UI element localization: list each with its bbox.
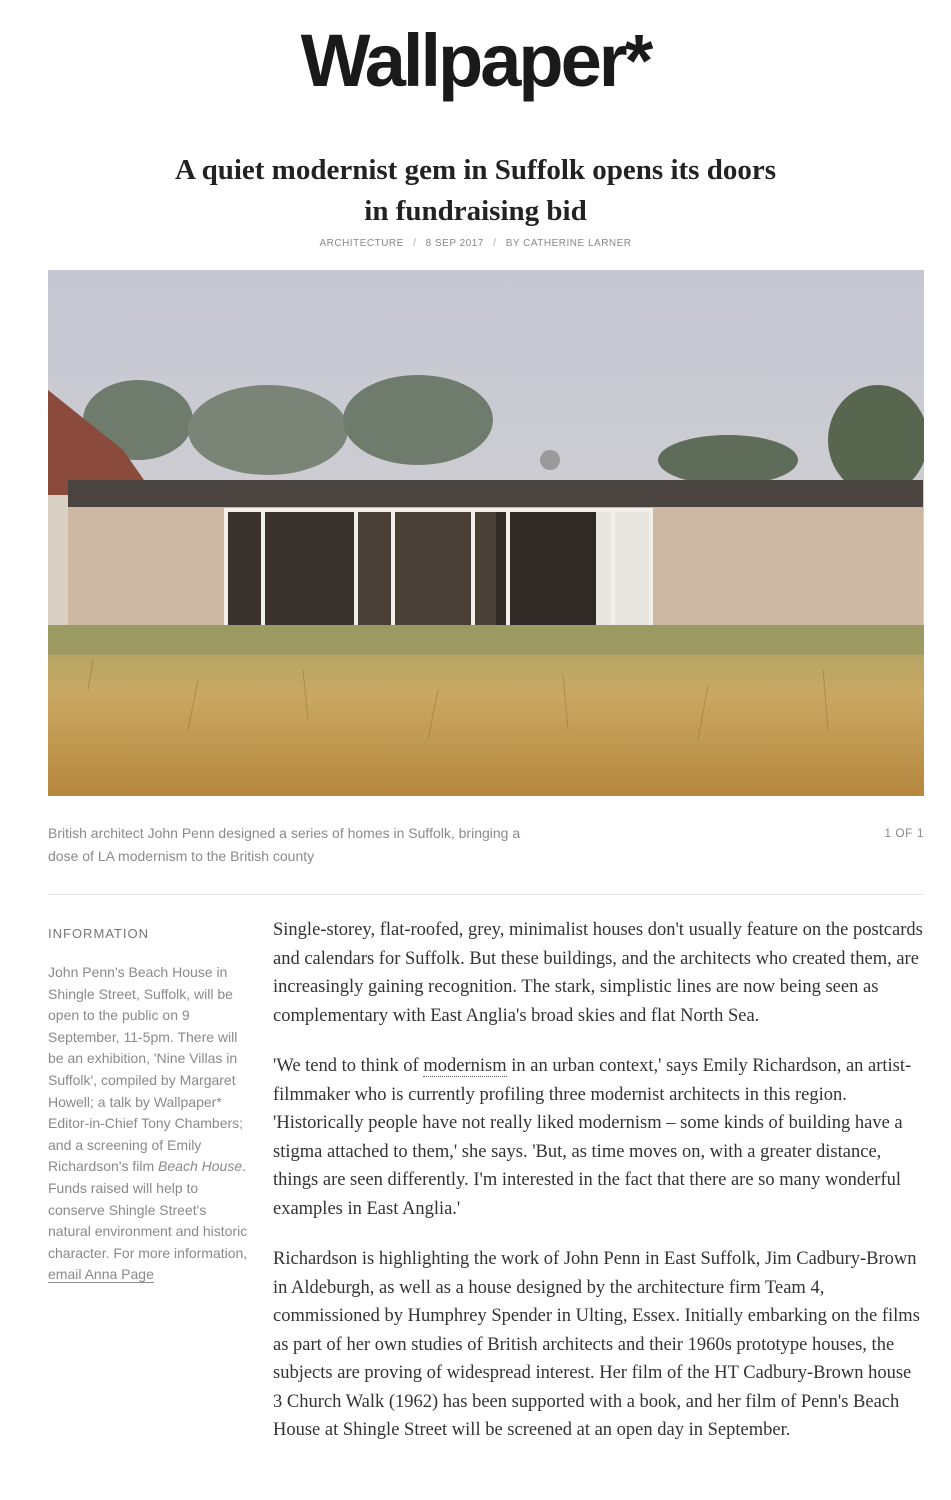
meta-separator: / bbox=[413, 238, 417, 249]
email-link[interactable]: email Anna Page bbox=[48, 1266, 154, 1283]
paragraph-2-start: 'We tend to think of bbox=[273, 1056, 424, 1076]
headline-line-2: in fundraising bid bbox=[364, 195, 587, 227]
publish-date: 8 SEP 2017 bbox=[425, 238, 484, 249]
caption-line-2: dose of LA modernism to the British county bbox=[48, 848, 315, 864]
gallery-counter: 1 OF 1 bbox=[884, 826, 924, 840]
info-text-2: . Funds raised will help to conserve Shingle Street's natural environment and historic character. For more information, bbox=[48, 1158, 248, 1261]
author-byline[interactable]: BY CATHERINE LARNER bbox=[505, 238, 632, 249]
info-text-1: John Penn's Beach House in Shingle Street, Suffolk, will be open to the public on 9 September, 11-5pm. There will be an exhibition, 'Nine Villas in Suffolk', compiled by Margaret Howell; a talk by Wallpaper* Editor-in-Chief Tony Chambers; and a screening of Emily Richardson's film bbox=[48, 964, 244, 1175]
category-link[interactable]: ARCHITECTURE bbox=[319, 238, 404, 249]
divider bbox=[48, 894, 924, 895]
beach-house-photo bbox=[48, 270, 924, 796]
article-meta bbox=[0, 238, 951, 249]
image-caption bbox=[48, 822, 588, 868]
article-headline bbox=[150, 150, 801, 232]
paragraph-3: Richardson is highlighting the work of John Penn in East Suffolk, Jim Cadbury-Brown in Aldeburgh, as well as a house designed by the architecture firm Team 4, commissioned by Humphrey Spender in Ulting, Essex. Initially embarking on the films as part of her own studies of British architects and their 1960s prototype houses, the subjects are proving of widespread interest. Her film of the HT Cadbury-Brown house 3 Church Walk (1962) has been supported with a book, and her film of Penn's Beach House at Shingle Street will be screened at an open day in September. bbox=[273, 1249, 920, 1440]
hero-image[interactable] bbox=[48, 270, 924, 796]
headline-line-1: A quiet modernist gem in Suffolk opens its doors bbox=[174, 154, 776, 186]
article-body bbox=[273, 916, 923, 1467]
site-logo[interactable]: Wallpaper* bbox=[300, 19, 651, 102]
paragraph-2-end: in an urban context,' says Emily Richardson, an artist-filmmaker who is currently profiling three modernist architects in this region. 'Historically people have not really liked modernism – some kinds of building have a stigma attached to them,' she says. 'But, as time moves on, with a greater distance, things are seen differently. I'm interested in the fact that there are so many wonderful examples in East Anglia.' bbox=[273, 1056, 912, 1219]
paragraph-2 bbox=[273, 1052, 923, 1223]
info-film-title: Beach House bbox=[158, 1158, 243, 1175]
paragraph-1: Single-storey, flat-roofed, grey, minimalist houses don't usually feature on the postcards and calendars for Suffolk. But these buildings, and the architects who created them, are increasingly gaining recognition. The stark, simplistic lines are now being seen as complementary with East Anglia's broad skies and flat North Sea. bbox=[273, 920, 923, 1026]
meta-separator: / bbox=[493, 238, 497, 249]
info-heading: INFORMATION bbox=[48, 926, 150, 941]
caption-line-1: British architect John Penn designed a series of homes in Suffolk, bringing a bbox=[48, 825, 521, 841]
info-body bbox=[48, 962, 248, 1286]
modernism-link[interactable]: modernism bbox=[423, 1056, 507, 1076]
